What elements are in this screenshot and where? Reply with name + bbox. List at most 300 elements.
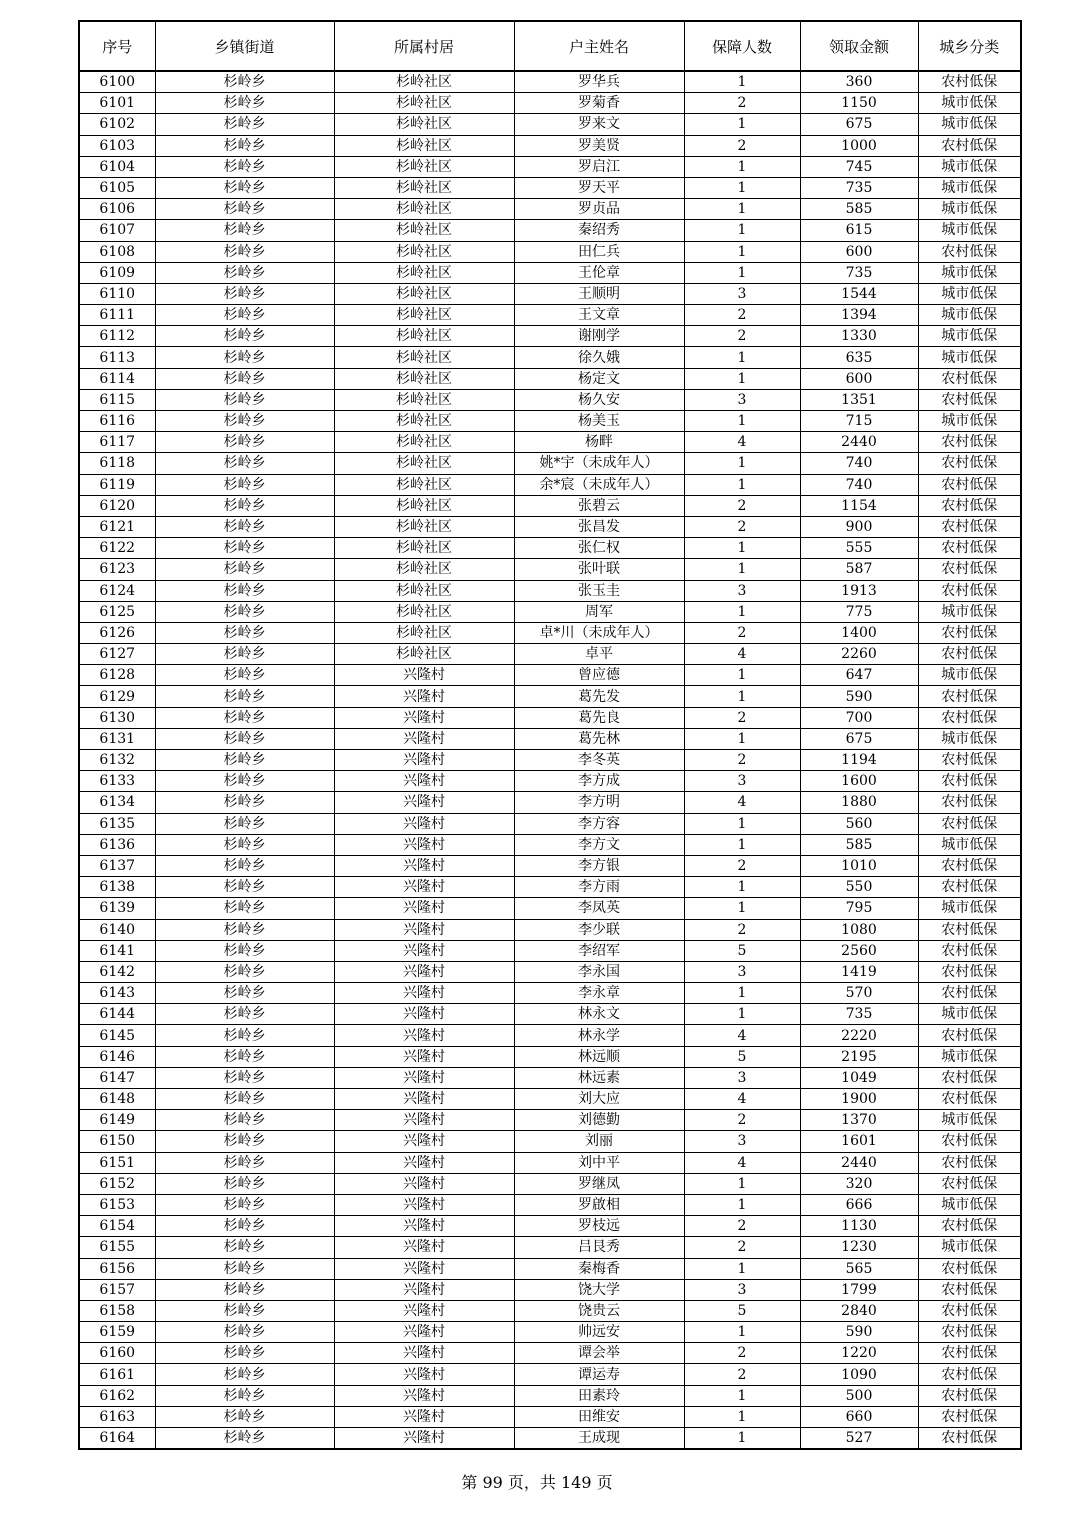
index-cell: 6151 <box>79 1152 155 1173</box>
village-cell: 兴隆村 <box>334 1004 514 1025</box>
village-cell: 兴隆村 <box>334 728 514 749</box>
householder-cell: 李绍军 <box>514 940 684 961</box>
index-cell: 6108 <box>79 241 155 262</box>
persons-cell: 2 <box>684 622 800 643</box>
persons-cell: 1 <box>684 1385 800 1406</box>
amount-cell: 2220 <box>800 1025 918 1046</box>
village-cell: 杉岭社区 <box>334 114 514 135</box>
table-row <box>79 114 1021 135</box>
category-cell: 农村低保 <box>918 1385 1021 1406</box>
table-row <box>79 199 1021 220</box>
amount-cell: 1913 <box>800 580 918 601</box>
index-cell: 6110 <box>79 283 155 304</box>
index-cell: 6117 <box>79 432 155 453</box>
table-row <box>79 1279 1021 1300</box>
header-cell-persons: 保障人数 <box>684 21 800 71</box>
index-cell: 6130 <box>79 707 155 728</box>
township-cell: 杉岭乡 <box>155 93 334 114</box>
data-table <box>78 20 1022 1450</box>
category-cell: 农村低保 <box>918 707 1021 728</box>
township-cell: 杉岭乡 <box>155 177 334 198</box>
village-cell: 兴隆村 <box>334 750 514 771</box>
persons-cell: 1 <box>684 411 800 432</box>
village-cell: 兴隆村 <box>334 665 514 686</box>
table-row <box>79 347 1021 368</box>
householder-cell: 林永学 <box>514 1025 684 1046</box>
village-cell: 兴隆村 <box>334 707 514 728</box>
category-cell: 农村低保 <box>918 983 1021 1004</box>
category-cell: 城市低保 <box>918 728 1021 749</box>
amount-cell: 585 <box>800 199 918 220</box>
index-cell: 6160 <box>79 1343 155 1364</box>
table-row <box>79 495 1021 516</box>
householder-cell: 姚*宇（未成年人） <box>514 453 684 474</box>
householder-cell: 徐久娥 <box>514 347 684 368</box>
table-row <box>79 580 1021 601</box>
index-cell: 6100 <box>79 71 155 93</box>
township-cell: 杉岭乡 <box>155 1173 334 1194</box>
table-row <box>79 622 1021 643</box>
township-cell: 杉岭乡 <box>155 199 334 220</box>
village-cell: 兴隆村 <box>334 1279 514 1300</box>
householder-cell: 杨久安 <box>514 389 684 410</box>
index-cell: 6149 <box>79 1110 155 1131</box>
persons-cell: 3 <box>684 961 800 982</box>
persons-cell: 5 <box>684 1046 800 1067</box>
table-row <box>79 135 1021 156</box>
category-cell: 农村低保 <box>918 71 1021 93</box>
table-row <box>79 665 1021 686</box>
village-cell: 杉岭社区 <box>334 305 514 326</box>
township-cell: 杉岭乡 <box>155 135 334 156</box>
township-cell: 杉岭乡 <box>155 771 334 792</box>
category-cell: 城市低保 <box>918 834 1021 855</box>
index-cell: 6138 <box>79 877 155 898</box>
householder-cell: 罗启江 <box>514 156 684 177</box>
householder-cell: 罗天平 <box>514 177 684 198</box>
village-cell: 兴隆村 <box>334 898 514 919</box>
village-cell: 兴隆村 <box>334 771 514 792</box>
persons-cell: 1 <box>684 898 800 919</box>
header-cell-index: 序号 <box>79 21 155 71</box>
householder-cell: 罗来文 <box>514 114 684 135</box>
index-cell: 6137 <box>79 855 155 876</box>
index-cell: 6111 <box>79 305 155 326</box>
index-cell: 6142 <box>79 961 155 982</box>
table-row <box>79 1216 1021 1237</box>
category-cell: 农村低保 <box>918 432 1021 453</box>
index-cell: 6119 <box>79 474 155 495</box>
persons-cell: 1 <box>684 1173 800 1194</box>
township-cell: 杉岭乡 <box>155 919 334 940</box>
amount-cell: 570 <box>800 983 918 1004</box>
table-row <box>79 1194 1021 1215</box>
amount-cell: 500 <box>800 1385 918 1406</box>
amount-cell: 2195 <box>800 1046 918 1067</box>
township-cell: 杉岭乡 <box>155 644 334 665</box>
village-cell: 杉岭社区 <box>334 135 514 156</box>
householder-cell: 杨美玉 <box>514 411 684 432</box>
householder-cell: 葛先林 <box>514 728 684 749</box>
persons-cell: 3 <box>684 283 800 304</box>
township-cell: 杉岭乡 <box>155 1046 334 1067</box>
amount-cell: 1150 <box>800 93 918 114</box>
village-cell: 兴隆村 <box>334 1258 514 1279</box>
table-row <box>79 411 1021 432</box>
index-cell: 6114 <box>79 368 155 389</box>
index-cell: 6141 <box>79 940 155 961</box>
category-cell: 农村低保 <box>918 961 1021 982</box>
village-cell: 兴隆村 <box>334 1343 514 1364</box>
table-row <box>79 283 1021 304</box>
table-row <box>79 1364 1021 1385</box>
township-cell: 杉岭乡 <box>155 1364 334 1385</box>
category-cell: 农村低保 <box>918 1279 1021 1300</box>
township-cell: 杉岭乡 <box>155 1258 334 1279</box>
table-row <box>79 707 1021 728</box>
householder-cell: 饶贵云 <box>514 1300 684 1321</box>
amount-cell: 1544 <box>800 283 918 304</box>
amount-cell: 775 <box>800 601 918 622</box>
index-cell: 6159 <box>79 1322 155 1343</box>
township-cell: 杉岭乡 <box>155 114 334 135</box>
category-cell: 农村低保 <box>918 877 1021 898</box>
table-row <box>79 855 1021 876</box>
householder-cell: 曾应德 <box>514 665 684 686</box>
township-cell: 杉岭乡 <box>155 1322 334 1343</box>
persons-cell: 2 <box>684 1110 800 1131</box>
village-cell: 杉岭社区 <box>334 559 514 580</box>
index-cell: 6143 <box>79 983 155 1004</box>
index-cell: 6152 <box>79 1173 155 1194</box>
village-cell: 兴隆村 <box>334 1406 514 1427</box>
table-row <box>79 898 1021 919</box>
index-cell: 6155 <box>79 1237 155 1258</box>
householder-cell: 罗啟相 <box>514 1194 684 1215</box>
township-cell: 杉岭乡 <box>155 516 334 537</box>
amount-cell: 360 <box>800 71 918 93</box>
village-cell: 兴隆村 <box>334 855 514 876</box>
amount-cell: 735 <box>800 1004 918 1025</box>
amount-cell: 1601 <box>800 1131 918 1152</box>
table-row <box>79 792 1021 813</box>
index-cell: 6103 <box>79 135 155 156</box>
persons-cell: 1 <box>684 538 800 559</box>
township-cell: 杉岭乡 <box>155 1216 334 1237</box>
persons-cell: 1 <box>684 728 800 749</box>
village-cell: 杉岭社区 <box>334 156 514 177</box>
index-cell: 6102 <box>79 114 155 135</box>
index-cell: 6144 <box>79 1004 155 1025</box>
category-cell: 农村低保 <box>918 1025 1021 1046</box>
township-cell: 杉岭乡 <box>155 792 334 813</box>
township-cell: 杉岭乡 <box>155 1025 334 1046</box>
village-cell: 杉岭社区 <box>334 580 514 601</box>
township-cell: 杉岭乡 <box>155 728 334 749</box>
table-row <box>79 750 1021 771</box>
category-cell: 农村低保 <box>918 771 1021 792</box>
category-cell: 农村低保 <box>918 1152 1021 1173</box>
amount-cell: 1010 <box>800 855 918 876</box>
village-cell: 兴隆村 <box>334 919 514 940</box>
category-cell: 农村低保 <box>918 241 1021 262</box>
township-cell: 杉岭乡 <box>155 813 334 834</box>
village-cell: 杉岭社区 <box>334 347 514 368</box>
township-cell: 杉岭乡 <box>155 961 334 982</box>
village-cell: 兴隆村 <box>334 686 514 707</box>
index-cell: 6123 <box>79 559 155 580</box>
village-cell: 杉岭社区 <box>334 283 514 304</box>
index-cell: 6109 <box>79 262 155 283</box>
township-cell: 杉岭乡 <box>155 601 334 622</box>
village-cell: 兴隆村 <box>334 1025 514 1046</box>
amount-cell: 1130 <box>800 1216 918 1237</box>
persons-cell: 1 <box>684 220 800 241</box>
header-cell-householder: 户主姓名 <box>514 21 684 71</box>
index-cell: 6104 <box>79 156 155 177</box>
index-cell: 6127 <box>79 644 155 665</box>
amount-cell: 740 <box>800 474 918 495</box>
index-cell: 6163 <box>79 1406 155 1427</box>
header-row <box>79 21 1021 71</box>
category-cell: 城市低保 <box>918 1046 1021 1067</box>
table-row <box>79 1152 1021 1173</box>
persons-cell: 2 <box>684 326 800 347</box>
householder-cell: 杨畔 <box>514 432 684 453</box>
table-row <box>79 1110 1021 1131</box>
township-cell: 杉岭乡 <box>155 241 334 262</box>
category-cell: 城市低保 <box>918 411 1021 432</box>
persons-cell: 1 <box>684 262 800 283</box>
index-cell: 6145 <box>79 1025 155 1046</box>
category-cell: 城市低保 <box>918 114 1021 135</box>
table-row <box>79 432 1021 453</box>
township-cell: 杉岭乡 <box>155 368 334 389</box>
table-row <box>79 220 1021 241</box>
householder-cell: 王顺明 <box>514 283 684 304</box>
persons-cell: 1 <box>684 1406 800 1427</box>
township-cell: 杉岭乡 <box>155 538 334 559</box>
category-cell: 农村低保 <box>918 495 1021 516</box>
township-cell: 杉岭乡 <box>155 665 334 686</box>
amount-cell: 550 <box>800 877 918 898</box>
householder-cell: 田仁兵 <box>514 241 684 262</box>
table-row <box>79 1237 1021 1258</box>
township-cell: 杉岭乡 <box>155 855 334 876</box>
amount-cell: 560 <box>800 813 918 834</box>
township-cell: 杉岭乡 <box>155 432 334 453</box>
amount-cell: 1370 <box>800 1110 918 1131</box>
village-cell: 兴隆村 <box>334 1237 514 1258</box>
persons-cell: 2 <box>684 495 800 516</box>
amount-cell: 1351 <box>800 389 918 410</box>
amount-cell: 1400 <box>800 622 918 643</box>
index-cell: 6148 <box>79 1089 155 1110</box>
header-cell-category: 城乡分类 <box>918 21 1021 71</box>
category-cell: 农村低保 <box>918 389 1021 410</box>
index-cell: 6139 <box>79 898 155 919</box>
township-cell: 杉岭乡 <box>155 580 334 601</box>
amount-cell: 1900 <box>800 1089 918 1110</box>
township-cell: 杉岭乡 <box>155 1237 334 1258</box>
village-cell: 兴隆村 <box>334 940 514 961</box>
village-cell: 兴隆村 <box>334 877 514 898</box>
table-row <box>79 961 1021 982</box>
township-cell: 杉岭乡 <box>155 283 334 304</box>
amount-cell: 666 <box>800 1194 918 1215</box>
table-row <box>79 177 1021 198</box>
amount-cell: 527 <box>800 1428 918 1450</box>
householder-cell: 饶大学 <box>514 1279 684 1300</box>
householder-cell: 余*宸（未成年人） <box>514 474 684 495</box>
persons-cell: 1 <box>684 368 800 389</box>
village-cell: 兴隆村 <box>334 1216 514 1237</box>
category-cell: 农村低保 <box>918 580 1021 601</box>
persons-cell: 3 <box>684 580 800 601</box>
category-cell: 城市低保 <box>918 1194 1021 1215</box>
persons-cell: 1 <box>684 877 800 898</box>
township-cell: 杉岭乡 <box>155 389 334 410</box>
index-cell: 6106 <box>79 199 155 220</box>
table-row <box>79 389 1021 410</box>
persons-cell: 1 <box>684 453 800 474</box>
table-header <box>79 21 1021 71</box>
header-cell-township: 乡镇街道 <box>155 21 334 71</box>
persons-cell: 1 <box>684 1194 800 1215</box>
table-row <box>79 771 1021 792</box>
amount-cell: 647 <box>800 665 918 686</box>
persons-cell: 2 <box>684 707 800 728</box>
village-cell: 兴隆村 <box>334 1173 514 1194</box>
householder-cell: 张仁权 <box>514 538 684 559</box>
persons-cell: 1 <box>684 1428 800 1450</box>
index-cell: 6107 <box>79 220 155 241</box>
township-cell: 杉岭乡 <box>155 305 334 326</box>
persons-cell: 1 <box>684 71 800 93</box>
category-cell: 农村低保 <box>918 1322 1021 1343</box>
amount-cell: 1000 <box>800 135 918 156</box>
village-cell: 兴隆村 <box>334 1322 514 1343</box>
table-row <box>79 1025 1021 1046</box>
category-cell: 城市低保 <box>918 601 1021 622</box>
householder-cell: 李方成 <box>514 771 684 792</box>
village-cell: 杉岭社区 <box>334 326 514 347</box>
village-cell: 兴隆村 <box>334 813 514 834</box>
householder-cell: 谭会举 <box>514 1343 684 1364</box>
householder-cell: 秦绍秀 <box>514 220 684 241</box>
header-cell-amount: 领取金额 <box>800 21 918 71</box>
village-cell: 兴隆村 <box>334 983 514 1004</box>
index-cell: 6135 <box>79 813 155 834</box>
category-cell: 农村低保 <box>918 1258 1021 1279</box>
category-cell: 农村低保 <box>918 1300 1021 1321</box>
amount-cell: 2440 <box>800 1152 918 1173</box>
index-cell: 6101 <box>79 93 155 114</box>
householder-cell: 罗贞品 <box>514 199 684 220</box>
village-cell: 杉岭社区 <box>334 538 514 559</box>
persons-cell: 1 <box>684 1258 800 1279</box>
index-cell: 6146 <box>79 1046 155 1067</box>
index-cell: 6157 <box>79 1279 155 1300</box>
township-cell: 杉岭乡 <box>155 1152 334 1173</box>
householder-cell: 罗继凤 <box>514 1173 684 1194</box>
householder-cell: 杨定文 <box>514 368 684 389</box>
householder-cell: 李方明 <box>514 792 684 813</box>
householder-cell: 葛先发 <box>514 686 684 707</box>
category-cell: 农村低保 <box>918 622 1021 643</box>
amount-cell: 1090 <box>800 1364 918 1385</box>
village-cell: 兴隆村 <box>334 961 514 982</box>
index-cell: 6158 <box>79 1300 155 1321</box>
township-cell: 杉岭乡 <box>155 1067 334 1088</box>
index-cell: 6105 <box>79 177 155 198</box>
table-row <box>79 1089 1021 1110</box>
householder-cell: 罗华兵 <box>514 71 684 93</box>
amount-cell: 660 <box>800 1406 918 1427</box>
township-cell: 杉岭乡 <box>155 622 334 643</box>
category-cell: 城市低保 <box>918 199 1021 220</box>
table-row <box>79 813 1021 834</box>
table-row <box>79 559 1021 580</box>
category-cell: 农村低保 <box>918 792 1021 813</box>
amount-cell: 675 <box>800 114 918 135</box>
category-cell: 农村低保 <box>918 1131 1021 1152</box>
township-cell: 杉岭乡 <box>155 750 334 771</box>
category-cell: 农村低保 <box>918 644 1021 665</box>
amount-cell: 587 <box>800 559 918 580</box>
category-cell: 农村低保 <box>918 135 1021 156</box>
category-cell: 农村低保 <box>918 1428 1021 1450</box>
category-cell: 农村低保 <box>918 1364 1021 1385</box>
village-cell: 杉岭社区 <box>334 495 514 516</box>
persons-cell: 1 <box>684 241 800 262</box>
index-cell: 6116 <box>79 411 155 432</box>
table-row <box>79 1067 1021 1088</box>
category-cell: 农村低保 <box>918 1173 1021 1194</box>
village-cell: 兴隆村 <box>334 1364 514 1385</box>
householder-cell: 李方雨 <box>514 877 684 898</box>
table-row <box>79 326 1021 347</box>
persons-cell: 1 <box>684 199 800 220</box>
township-cell: 杉岭乡 <box>155 495 334 516</box>
village-cell: 杉岭社区 <box>334 93 514 114</box>
township-cell: 杉岭乡 <box>155 1089 334 1110</box>
table-row <box>79 1258 1021 1279</box>
index-cell: 6133 <box>79 771 155 792</box>
persons-cell: 1 <box>684 665 800 686</box>
persons-cell: 4 <box>684 792 800 813</box>
householder-cell: 李方银 <box>514 855 684 876</box>
table-row <box>79 1300 1021 1321</box>
amount-cell: 635 <box>800 347 918 368</box>
persons-cell: 2 <box>684 855 800 876</box>
amount-cell: 735 <box>800 262 918 283</box>
amount-cell: 740 <box>800 453 918 474</box>
amount-cell: 590 <box>800 1322 918 1343</box>
persons-cell: 2 <box>684 919 800 940</box>
table-row <box>79 834 1021 855</box>
index-cell: 6150 <box>79 1131 155 1152</box>
category-cell: 农村低保 <box>918 1089 1021 1110</box>
amount-cell: 1154 <box>800 495 918 516</box>
township-cell: 杉岭乡 <box>155 940 334 961</box>
index-cell: 6128 <box>79 665 155 686</box>
amount-cell: 1799 <box>800 1279 918 1300</box>
category-cell: 农村低保 <box>918 453 1021 474</box>
township-cell: 杉岭乡 <box>155 347 334 368</box>
table-row <box>79 93 1021 114</box>
amount-cell: 735 <box>800 177 918 198</box>
